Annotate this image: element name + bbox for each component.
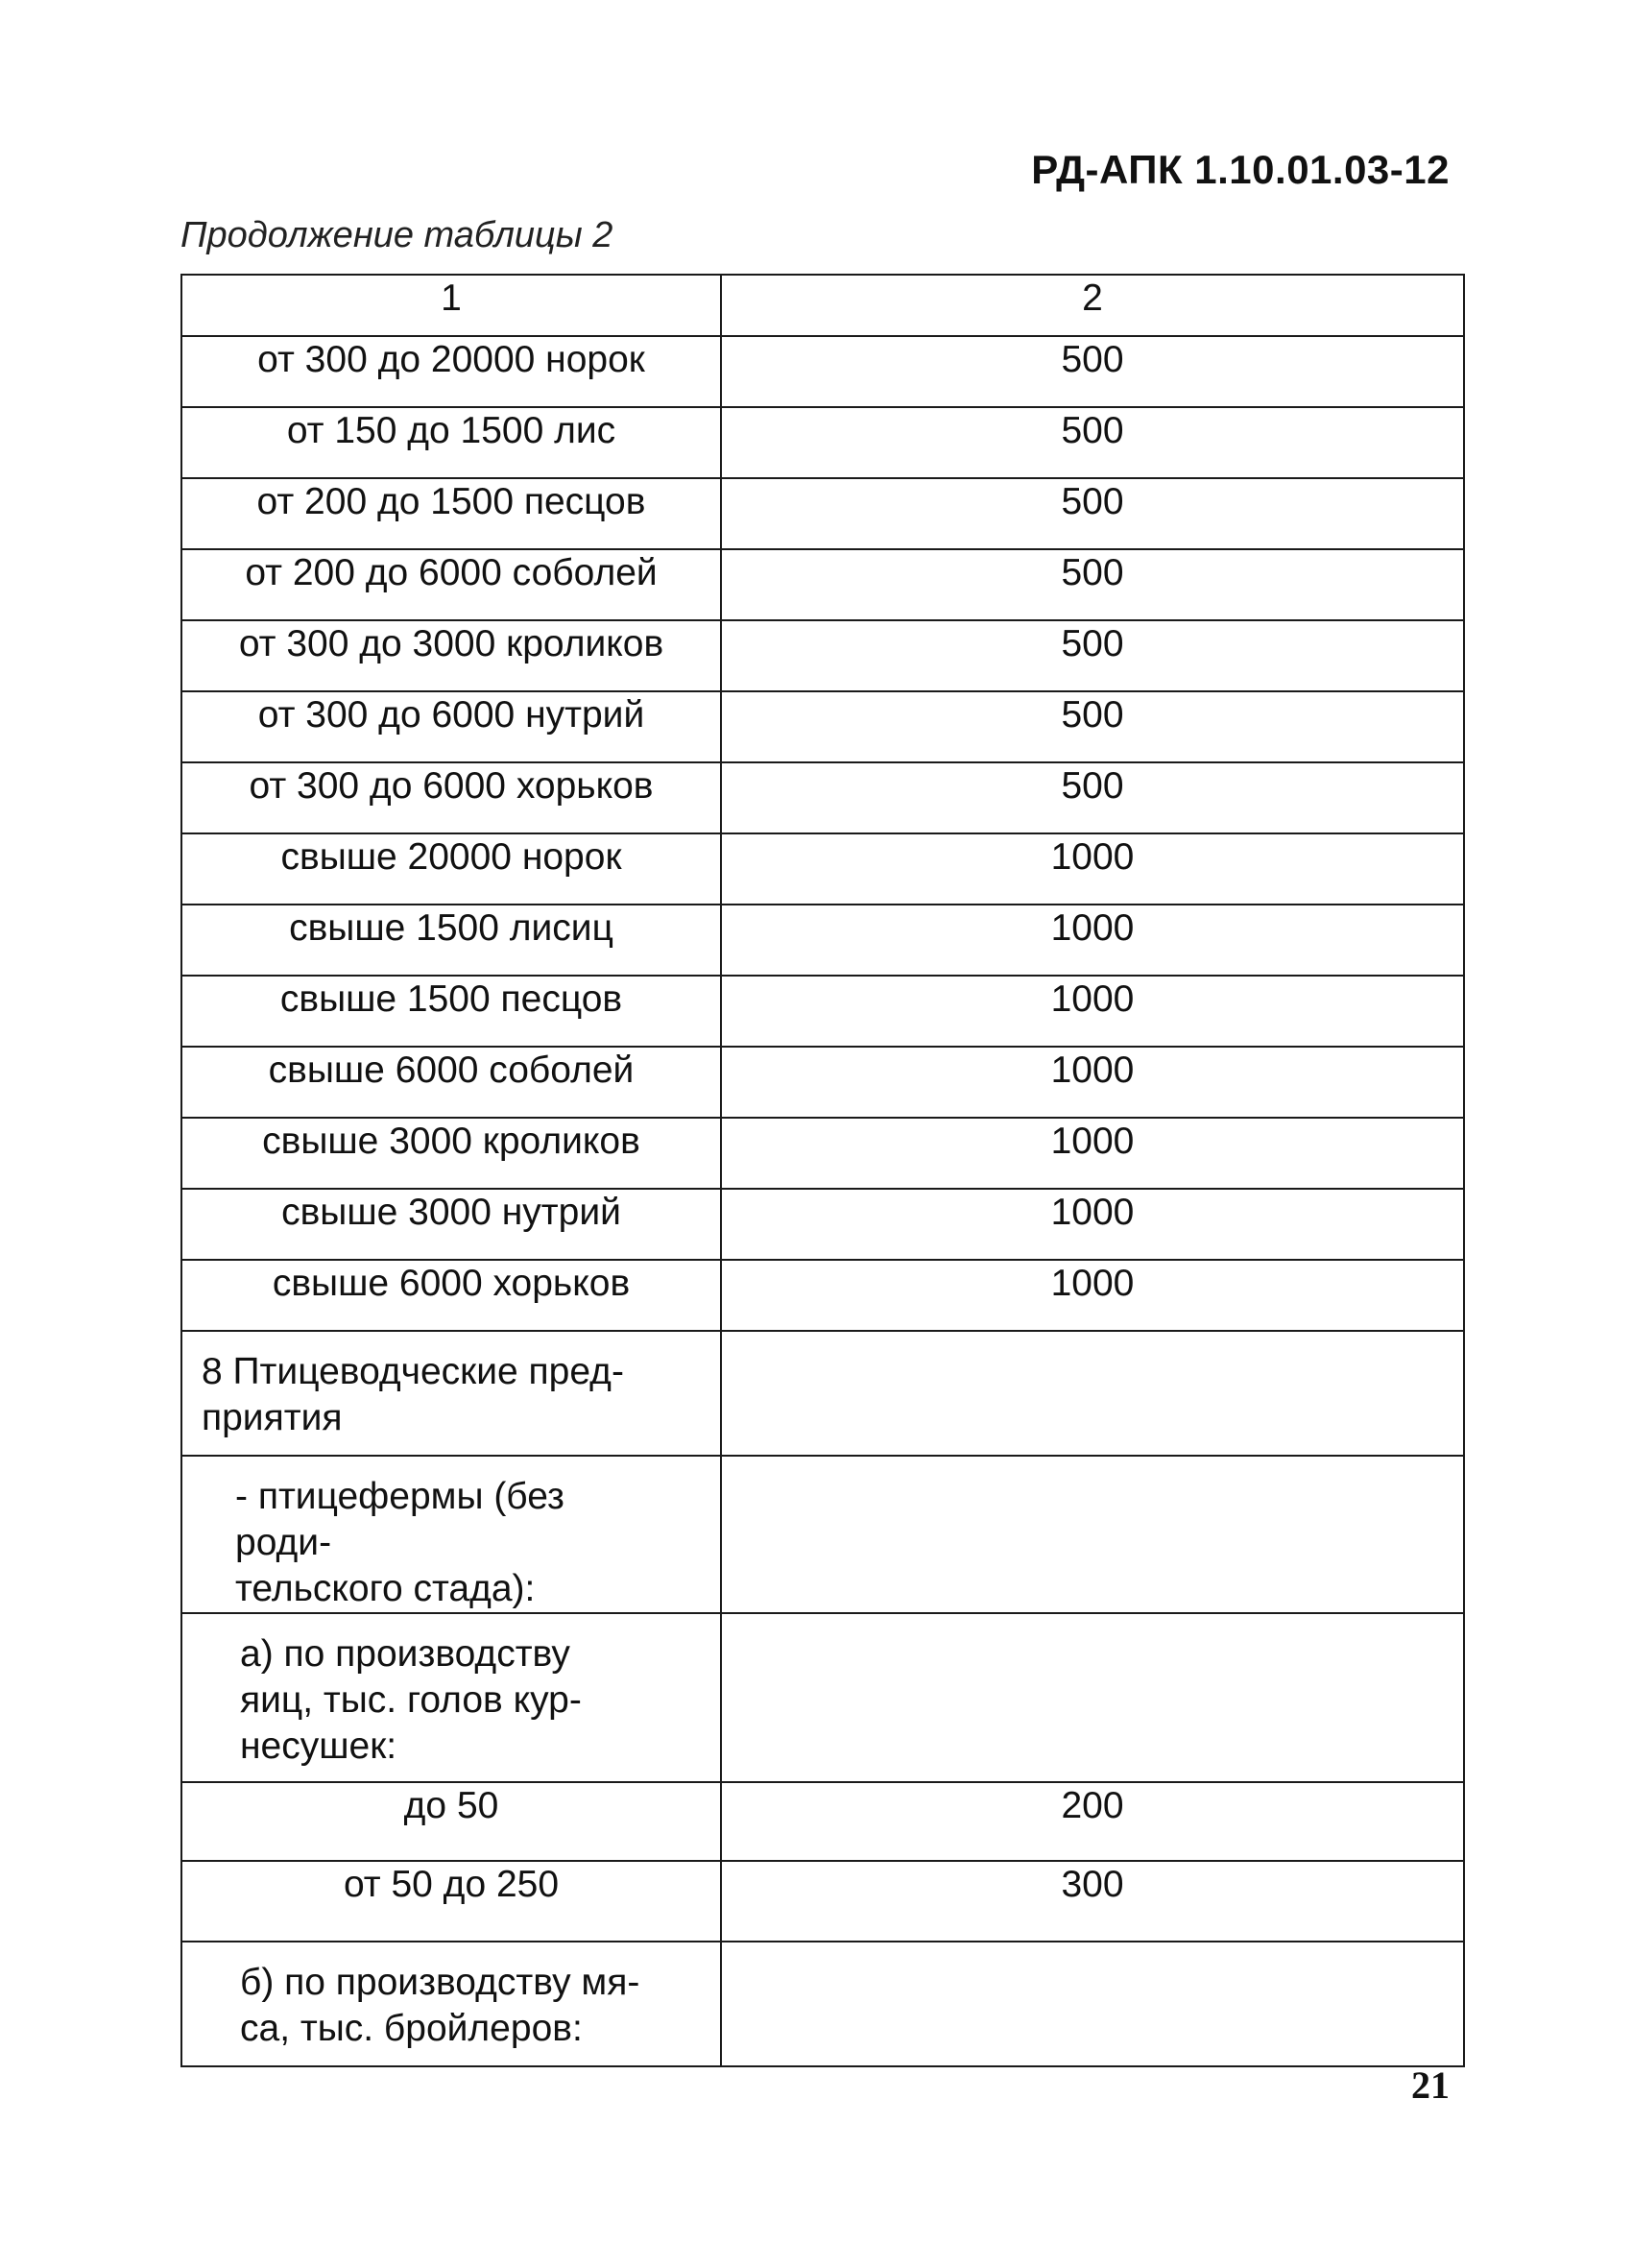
- table-row: [181, 833, 1464, 905]
- row-value: 500: [721, 762, 1464, 833]
- row-value: 1000: [721, 833, 1464, 905]
- row-value: 500: [721, 336, 1464, 407]
- data-table: [180, 274, 1465, 2067]
- row-label: свыше 1500 песцов: [181, 976, 721, 1047]
- row-value: 500: [721, 407, 1464, 478]
- row-label: от 300 до 3000 кроликов: [181, 620, 721, 691]
- row-label: от 50 до 250: [181, 1861, 721, 1942]
- table-row: [181, 905, 1464, 976]
- row-label: от 200 до 1500 песцов: [181, 478, 721, 549]
- table-row: [181, 1613, 1464, 1782]
- row-label: от 200 до 6000 соболей: [181, 549, 721, 620]
- table-header-row: [181, 275, 1464, 336]
- table-row: [181, 1331, 1464, 1456]
- row-label: а) по производству яиц, тыс. голов кур- несушек:: [181, 1613, 721, 1782]
- table-row: [181, 1456, 1464, 1613]
- row-value: 300: [721, 1861, 1464, 1942]
- column-header-2: 2: [721, 275, 1464, 336]
- section-heading-label: 8 Птицеводческие пред- приятия: [181, 1331, 721, 1456]
- row-label: от 300 до 6000 нутрий: [181, 691, 721, 762]
- row-label: свыше 1500 лисиц: [181, 905, 721, 976]
- row-value: 1000: [721, 1047, 1464, 1118]
- row-value: 500: [721, 478, 1464, 549]
- row-label: свыше 20000 норок: [181, 833, 721, 905]
- table-row: [181, 976, 1464, 1047]
- row-label: б) по производству мя- са, тыс. бройлеров:: [181, 1942, 721, 2066]
- row-value: [721, 1613, 1464, 1782]
- table-row: [181, 1118, 1464, 1189]
- row-label: свыше 6000 хорьков: [181, 1260, 721, 1331]
- table-row: [181, 1260, 1464, 1331]
- table-row: [181, 1047, 1464, 1118]
- table-row: [181, 1782, 1464, 1861]
- row-label: от 300 до 20000 норок: [181, 336, 721, 407]
- row-value: 1000: [721, 1189, 1464, 1260]
- row-value: [721, 1331, 1464, 1456]
- row-label: от 150 до 1500 лис: [181, 407, 721, 478]
- row-label: свыше 3000 нутрий: [181, 1189, 721, 1260]
- column-header-1: 1: [181, 275, 721, 336]
- table-row: [181, 407, 1464, 478]
- row-value: 500: [721, 620, 1464, 691]
- row-label: свыше 3000 кроликов: [181, 1118, 721, 1189]
- row-value: 500: [721, 549, 1464, 620]
- table-row: [181, 336, 1464, 407]
- table-row: [181, 478, 1464, 549]
- table-row: [181, 691, 1464, 762]
- row-label: от 300 до 6000 хорьков: [181, 762, 721, 833]
- row-value: [721, 1456, 1464, 1613]
- table-row: [181, 1189, 1464, 1260]
- row-value: 1000: [721, 1260, 1464, 1331]
- row-label: - птицефермы (без роди- тельского стада):: [181, 1456, 721, 1613]
- row-value: 1000: [721, 976, 1464, 1047]
- table-continuation-caption: Продолжение таблицы 2: [180, 215, 613, 255]
- row-label: свыше 6000 соболей: [181, 1047, 721, 1118]
- table-row: [181, 1861, 1464, 1942]
- table-row: [181, 1942, 1464, 2066]
- row-value: 500: [721, 691, 1464, 762]
- row-value: [721, 1942, 1464, 2066]
- row-value: 200: [721, 1782, 1464, 1861]
- row-value: 1000: [721, 1118, 1464, 1189]
- document-code: РД-АПК 1.10.01.03-12: [1031, 147, 1450, 192]
- page-number: 21: [1411, 2063, 1450, 2107]
- table-row: [181, 762, 1464, 833]
- table-row: [181, 549, 1464, 620]
- row-value: 1000: [721, 905, 1464, 976]
- row-label: до 50: [181, 1782, 721, 1861]
- table-row: [181, 620, 1464, 691]
